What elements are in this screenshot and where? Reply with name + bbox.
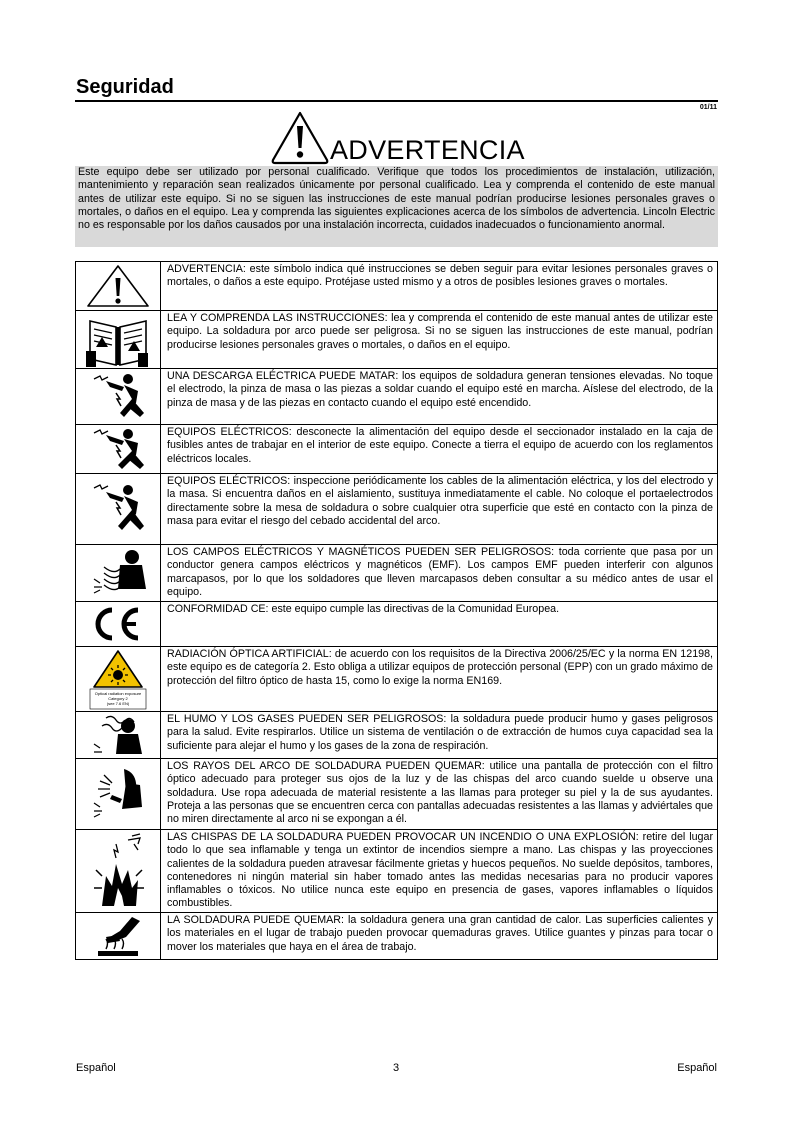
table-row — [76, 759, 718, 830]
table-row — [76, 425, 718, 474]
table-row — [76, 647, 718, 712]
electric-shock-icon — [76, 474, 160, 544]
icon-cell — [76, 712, 161, 759]
row-text: RADIACIÓN ÓPTICA ARTIFICIAL: de acuerdo con los requisitos de la Directiva 2006/25/EC y la norma EN 12198, este equipo es de categoría 2. Esto obliga a utilizar equipos de protección personal (EPP) con un grado máximo de protección del filtro óptico de hasta 15, como lo exige la norma EN169. — [161, 647, 718, 712]
electromagnetic-field-icon — [76, 545, 160, 601]
table-row — [76, 474, 718, 545]
page-title: Seguridad — [76, 76, 174, 98]
icon-cell — [76, 602, 161, 647]
hot-surface-burn-icon — [76, 913, 160, 959]
icon-cell — [76, 759, 161, 830]
row-text: EQUIPOS ELÉCTRICOS: desconecte la alimentación del equipo desde el seccionador instalado en la caja de fusibles antes de trabajar en el interior de este equipo. Conecte a tierra el equipo de acuerdo con los reglamentos eléctricos locales. — [161, 425, 718, 474]
row-text: UNA DESCARGA ELÉCTRICA PUEDE MATAR: los equipos de soldadura generan tensiones elevadas. No toque el electrodo, la pinza de masa o las piezas a soldar cuando el equipo esté en marcha. Aíslese del electrodo, de la pinza de masa y de las piezas en contacto cuando el equipo esté encendido. — [161, 369, 718, 425]
table-row — [76, 712, 718, 759]
row-text: CONFORMIDAD CE: este equipo cumple las directivas de la Comunidad Europea. — [161, 602, 718, 647]
optical-radiation-icon — [76, 647, 160, 711]
icon-cell — [76, 647, 161, 712]
title-rule — [75, 100, 718, 102]
icon-cell — [76, 425, 161, 474]
intro-paragraph: Este equipo debe ser utilizado por personal cualificado. Verifique que todos los procedimientos de instalación, utilización, mantenimiento y reparación sean realizados únicamente por personal cualificado. Lea y comprenda el contenido de este manual antes de utilizar este equipo. Si no se siguen las instrucciones de este manual podrían producirse lesiones personales graves o mortales, o daños en el equipo. Lea y comprenda las siguientes explicaciones acerca de los símbolos de advertencia. Lincoln Electric no es responsable por los daños causados por una instalación incorrecta, cuidados inadecuados o funcionamiento anormal. — [75, 166, 718, 247]
warning-triangle-icon — [270, 110, 330, 166]
icon-cell — [76, 311, 161, 369]
fire-explosion-icon — [76, 830, 160, 912]
icon-cell — [76, 545, 161, 602]
row-text: LOS CAMPOS ELÉCTRICOS Y MAGNÉTICOS PUEDEN SER PELIGROSOS: toda corriente que pasa por un conductor genera campos eléctricos y magnéticos (EMF). Los campos EMF pueden interferir con algunos marcapasos, por lo que los soldadores que lleven marcapasos deben consultar a su médico antes de usar el equipo. — [161, 545, 718, 602]
safety-table — [75, 261, 718, 960]
row-text: LA SOLDADURA PUEDE QUEMAR: la soldadura genera una gran cantidad de calor. Las superficies calientes y los materiales en el lugar de trabajo pueden provocar quemaduras graves. Utilice guantes y pinzas para tocar o mover los materiales que haya en el área de trabajo. — [161, 913, 718, 960]
warning-heading — [270, 110, 530, 166]
icon-cell — [76, 369, 161, 425]
warning-word: ADVERTENCIA — [330, 135, 525, 165]
row-text: ADVERTENCIA: este símbolo indica qué instrucciones se deben seguir para evitar lesiones personales graves o mortales, o daños a este equipo. Protéjase usted mismo y a otros de posibles lesiones graves o mortales. — [161, 262, 718, 311]
page-number: 3 — [393, 1062, 400, 1074]
row-text: EL HUMO Y LOS GASES PUEDEN SER PELIGROSOS: la soldadura puede producir humo y gases peligrosos para la salud. Evite respirarlos. Utilice un sistema de ventilación o de extracción de humos cuya capacidad sea la suficiente para alejar el humo y los gases de la zona de respiración. — [161, 712, 718, 759]
footer-language-left: Español — [76, 1062, 116, 1074]
table-row — [76, 369, 718, 425]
table-row — [76, 602, 718, 647]
row-text: LAS CHISPAS DE LA SOLDADURA PUEDEN PROVOCAR UN INCENDIO O UNA EXPLOSIÓN: retire del lugar todo lo que sea inflamable y tenga un extintor de incendios siempre a mano. Las chispas y las proyecciones calientes de la soldadura pueden atravesar fácilmente grietas y huecos pequeños. No suelde depósitos, tambores, contenedores ni ningún material sin haber tomado antes las medidas necesarias para no producir vapores inflamables o tóxicos. No utilice nunca este equipo en presencia de gases, vapores inflamables o líquidos combustibles. — [161, 830, 718, 913]
table-row — [76, 311, 718, 369]
icon-cell — [76, 830, 161, 913]
electric-shock-icon — [76, 369, 160, 424]
icon-cell — [76, 262, 161, 311]
row-text: EQUIPOS ELÉCTRICOS: inspeccione periódicamente los cables de la alimentación eléctrica, y los del electrodo y la masa. Si encuentra daños en el aislamiento, sustituya inmediatamente el cable. No coloque el portaelectrodos directamente sobre la mesa de soldadura o sobre cualquier otra superficie que esté en contacto con la pinza de masa para evitar el riesgo del cebado accidental del arco. — [161, 474, 718, 545]
electric-shock-icon — [76, 425, 160, 473]
ce-mark-icon — [76, 602, 160, 646]
row-text: LOS RAYOS DEL ARCO DE SOLDADURA PUEDEN QUEMAR: utilice una pantalla de protección con el filtro óptico adecuado para proteger sus ojos de la luz y de las chispas del arco cuando suelde u observe una soldadura. Use ropa adecuada de material resistente a las llamas para proteger su piel y la de sus ayudantes. Proteja a las personas que se encuentren cerca con pantallas adecuadas resistentes a las llamas y adviértales que no miren directamente al arco ni se expongan a él. — [161, 759, 718, 830]
row-text: LEA Y COMPRENDA LAS INSTRUCCIONES: lea y comprenda el contenido de este manual antes de utilizar este equipo. La soldadura por arco puede ser peligrosa. Si no se siguen las instrucciones de este manual, podrían producirse lesiones personales graves o mortales, o daños en el equipo. — [161, 311, 718, 369]
icon-cell — [76, 913, 161, 960]
radiation-caption-2: Category 2 — [108, 696, 128, 701]
table-row — [76, 830, 718, 913]
fumes-gases-icon — [76, 712, 160, 758]
arc-rays-icon — [76, 759, 160, 829]
warning-triangle-icon — [76, 262, 160, 310]
table-row — [76, 545, 718, 602]
radiation-caption-1: Optical radiation exposure — [94, 691, 142, 696]
table-row — [76, 262, 718, 311]
table-row — [76, 913, 718, 960]
radiation-caption-3: (see 7.6 EN) — [106, 701, 130, 706]
revision-code: 01/11 — [699, 104, 717, 111]
read-manual-icon — [76, 311, 160, 368]
icon-cell — [76, 474, 161, 545]
footer-language-right: Español — [677, 1062, 717, 1074]
